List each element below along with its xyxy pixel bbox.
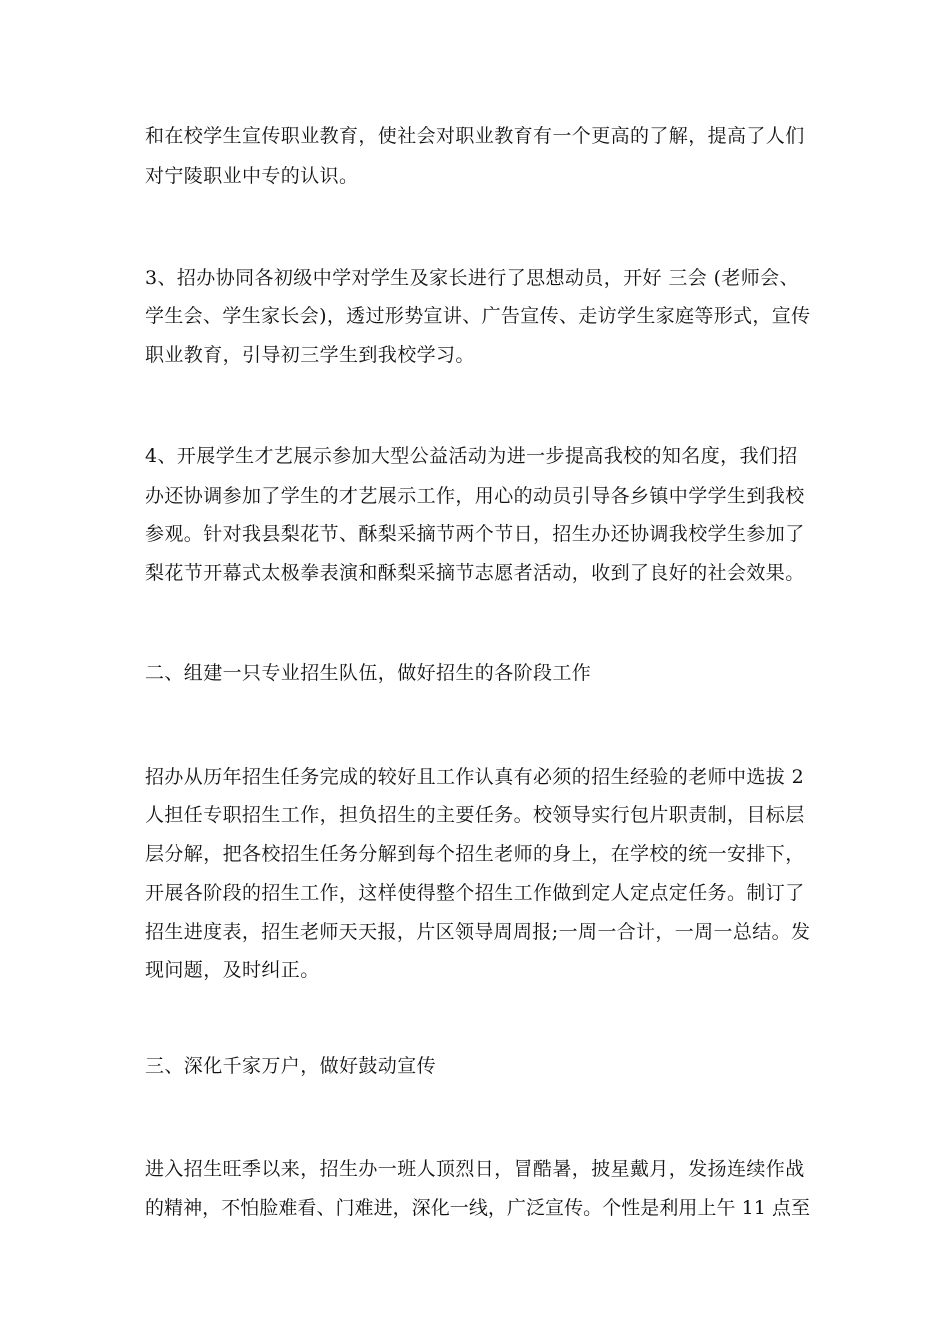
text-line: 职业教育，引导初三学生到我校学习。: [145, 344, 475, 366]
text-line: 和在校学生宣传职业教育，使社会对职业教育有一个更高的了解，提高了人们: [145, 125, 805, 147]
text-line: 开展各阶段的招生工作，这样使得整个招生工作做到定人定点定任务。制订了: [145, 882, 805, 904]
text-line: 梨花节开幕式太极拳表演和酥梨采摘节志愿者活动，收到了良好的社会效果。: [145, 562, 805, 584]
text-line: 招办从历年招生任务完成的较好且工作认真有必须的招生经验的老师中选拔 2: [145, 766, 805, 788]
text-line: 对宁陵职业中专的认识。: [145, 165, 359, 187]
text-line: 办还协调参加了学生的才艺展示工作，用心的动员引导各乡镇中学学生到我校: [145, 485, 805, 507]
text-line: 进入招生旺季以来，招生办一班人顶烈日，冒酷暑，披星戴月，发扬连续作战: [145, 1158, 805, 1180]
section-heading-text: 三、深化千家万户，做好鼓动宣传: [145, 1055, 437, 1077]
text-line: 3、招办协同各初级中学对学生及家长进行了思想动员，开好 三会 (老师会、: [145, 267, 799, 289]
text-line: 的精神，不怕脸难看、门难进，深化一线，广泛宣传。个性是利用上午 11 点至: [145, 1197, 811, 1219]
text-line: 学生会、学生家长会)，透过形势宣讲、广告宣传、走访学生家庭等形式，宣传: [145, 305, 811, 327]
section-heading-text: 二、组建一只专业招生队伍，做好招生的各阶段工作: [145, 662, 592, 684]
text-line: 招生进度表，招生老师天天报，片区领导周周报;一周一合计，一周一总结。发: [145, 921, 811, 943]
text-line: 参观。针对我县梨花节、酥梨采摘节两个节日，招生办还协调我校学生参加了: [145, 523, 805, 545]
text-line: 人担任专职招生工作，担负招生的主要任务。校领导实行包片职责制，目标层: [145, 804, 805, 826]
text-line: 现问题，及时纠正。: [145, 959, 320, 981]
text-line: 层分解，把各校招生任务分解到每个招生老师的身上，在学校的统一安排下，: [145, 843, 805, 865]
text-line: 4、开展学生才艺展示参加大型公益活动为进一步提高我校的知名度，我们招: [145, 445, 798, 467]
